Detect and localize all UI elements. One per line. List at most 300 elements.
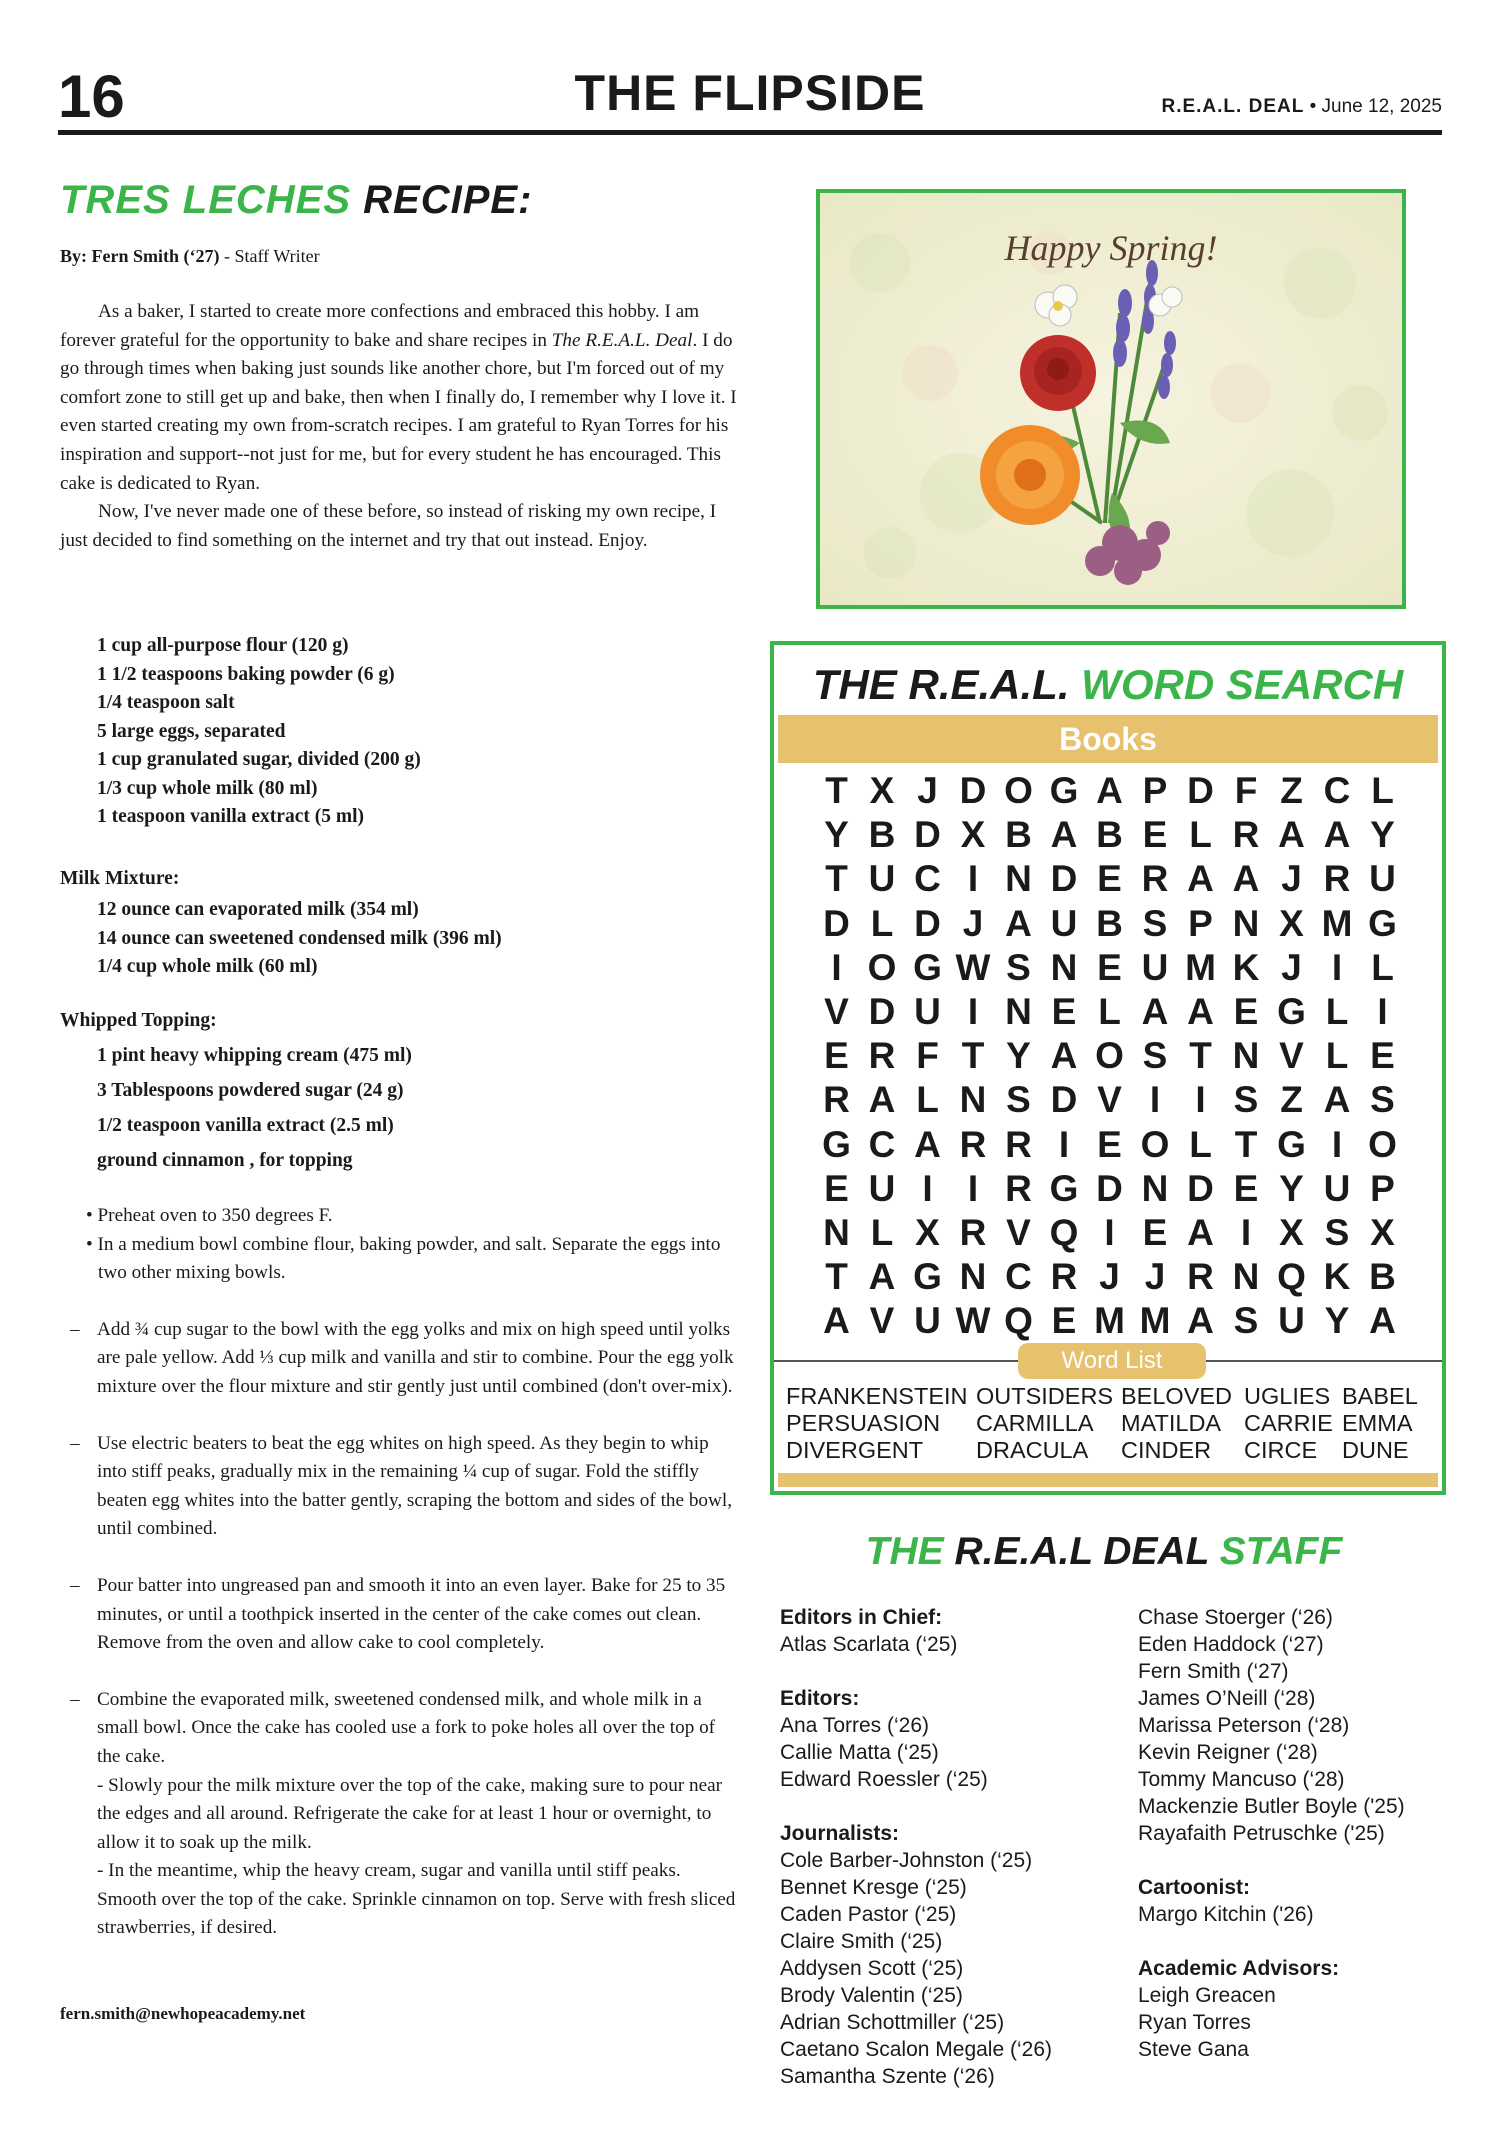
grid-letter: R <box>823 1079 850 1121</box>
ingredient: 12 ounce can evaporated milk (354 ml) <box>97 899 419 920</box>
grid-letter: U <box>1050 902 1078 944</box>
staff-member: Chase Stoerger (‘26) <box>1138 1606 1333 1629</box>
grid-letter: S <box>1370 1079 1395 1121</box>
grid-letter: G <box>913 1256 942 1298</box>
grid-letter: D <box>1050 1079 1078 1121</box>
publication-name: The R.E.A.L. Deal <box>551 329 693 351</box>
grid-row <box>814 1255 1405 1299</box>
grid-letter: I <box>1331 946 1343 988</box>
grid-letter: R <box>959 1211 987 1253</box>
word: OUTSIDERS <box>976 1383 1114 1409</box>
grid-letter: B <box>1005 814 1032 856</box>
grid-letter: L <box>1189 1123 1212 1165</box>
staff-member: Steve Gana <box>1138 2038 1249 2061</box>
step-text: Combine the evaporated milk, sweetened condensed milk, and whole milk in a small bowl. Once the cake has cooled use a fork to poke holes all over the top of the cake. <box>97 1688 716 1767</box>
author-email: fern.smith@newhopeacademy.net <box>60 2004 306 2023</box>
grid-letter: A <box>1187 1300 1214 1342</box>
grid-letter: U <box>1278 1300 1305 1342</box>
step-dash: – <box>70 1432 80 1454</box>
paper-name: R.E.A.L. DEAL <box>1161 96 1305 117</box>
grid-letter: T <box>1234 1123 1258 1165</box>
staff-member: Kevin Reigner (‘28) <box>1138 1741 1318 1764</box>
grid-letter: N <box>823 1211 850 1253</box>
grid-letter: E <box>1097 858 1122 900</box>
intro-text: . I do go through times when baking just sounds like another chore, but I'm forced out of my comfort zone to still get up and bake, then when I finally do, I remember why I love it. I even started creating my own from-scratch recipes. I am grateful to Ryan Torres for his inspiration and support--not just for me, but for every student he has encouraged. This cake is dedicated to Ryan. <box>60 329 737 494</box>
grid-letter: I <box>922 1167 933 1209</box>
grid-letter: L <box>870 1211 894 1253</box>
grid-letter: A <box>1369 1300 1396 1342</box>
grid-letter: N <box>1141 1167 1169 1209</box>
grid-letter: O <box>1004 770 1033 811</box>
grid-letter: U <box>914 990 941 1032</box>
staff-heading: Cartoonist: <box>1138 1876 1250 1899</box>
grid-letter: A <box>1323 814 1351 856</box>
grid-letter: G <box>822 1123 851 1165</box>
grid-letter: G <box>1049 1167 1079 1209</box>
grid-letter: I <box>1104 1211 1115 1253</box>
byline <box>60 246 320 267</box>
grid-letter: Y <box>1370 814 1395 856</box>
word: BELOVED <box>1121 1383 1233 1409</box>
word-search-theme: Books <box>778 715 1438 763</box>
milk-heading: Milk Mixture: <box>60 868 180 889</box>
word: FRANKENSTEIN <box>786 1383 968 1409</box>
grid-letter: D <box>823 902 850 944</box>
grid-letter: F <box>916 1035 939 1077</box>
staff-title-green: STAFF <box>1219 1530 1343 1573</box>
instruction-bullet: • Preheat oven to 350 degrees F. <box>86 1205 333 1226</box>
grid-letter: J <box>917 770 938 811</box>
grid-letter: C <box>914 858 941 900</box>
grid-letter: M <box>1185 946 1216 988</box>
grid-letter: E <box>824 1035 849 1077</box>
grid-letter: R <box>1050 1256 1078 1298</box>
grid-letter: E <box>1370 1035 1395 1077</box>
ingredient: 1 cup all-purpose flour (120 g) <box>97 635 349 656</box>
grid-letter: B <box>1096 814 1123 856</box>
page-number: 16 <box>58 63 125 130</box>
grid-letter: U <box>914 1300 941 1342</box>
grid-letter: N <box>1232 1256 1260 1298</box>
word: DIVERGENT <box>786 1437 924 1463</box>
grid-letter: M <box>1139 1300 1171 1342</box>
staff-member: Brody Valentin (‘25) <box>780 1984 963 2007</box>
grid-letter: E <box>1233 990 1259 1032</box>
grid-letter: G <box>913 946 942 988</box>
grid-letter: A <box>1005 902 1032 944</box>
grid-letter: P <box>1370 1167 1395 1209</box>
step-dash: – <box>70 1318 80 1340</box>
grid-letter: A <box>1187 990 1214 1032</box>
ingredient: 1 pint heavy whipping cream (475 ml) <box>97 1045 412 1066</box>
staff-heading: Academic Advisors: <box>1138 1957 1340 1980</box>
grid-letter: X <box>1279 1211 1304 1253</box>
staff-column-left <box>780 1604 1052 2090</box>
staff-title-black: R.E.A.L DEAL <box>943 1530 1220 1573</box>
grid-letter: L <box>1189 814 1212 856</box>
ingredient: 1/4 teaspoon salt <box>97 692 235 713</box>
staff-member: Tommy Mancuso (‘28) <box>1138 1768 1345 1791</box>
grid-letter: U <box>1369 858 1396 900</box>
grid-letter: V <box>1097 1079 1122 1121</box>
grid-letter: D <box>914 814 941 856</box>
ingredient: 1/4 cup whole milk (60 ml) <box>97 956 318 977</box>
grid-letter: I <box>1195 1079 1206 1121</box>
grid-letter: U <box>868 1167 896 1209</box>
grid-letter: Y <box>1324 1300 1350 1342</box>
word: BABEL <box>1342 1383 1418 1409</box>
staff-member: James O’Neill (‘28) <box>1138 1687 1316 1710</box>
grid-letter: O <box>1368 1123 1397 1165</box>
grid-letter: T <box>1189 1035 1212 1077</box>
grid-letter: B <box>1096 902 1123 944</box>
grid-letter: R <box>1005 1123 1032 1165</box>
staff-member: Eden Haddock (‘27) <box>1138 1633 1324 1656</box>
grid-letter: M <box>1094 1300 1125 1342</box>
grid-letter: R <box>868 1035 896 1077</box>
grid-letter: R <box>1323 858 1351 900</box>
grid-row <box>814 1078 1405 1122</box>
topping-list <box>97 1038 412 1178</box>
staff-member: Atlas Scarlata (‘25) <box>780 1633 958 1656</box>
staff-member: Claire Smith (‘25) <box>780 1930 943 1953</box>
step-text: Add ¾ cup sugar to the bowl with the egg yolks and mix on high speed until yolks are pale yellow. Add ⅓ cup milk and vanilla and stir to combine. Pour the egg yolk mixture over the flour mixture and stir gently just until combined (don't over-mix). <box>97 1318 734 1397</box>
grid-letter: F <box>1234 770 1258 811</box>
word: CARMILLA <box>976 1410 1094 1436</box>
recipe-title <box>60 178 532 223</box>
grid-letter: M <box>1321 902 1353 944</box>
instructions <box>60 1202 740 1943</box>
grid-letter: J <box>1144 1256 1166 1298</box>
grid-row <box>814 946 1405 990</box>
grid-row <box>814 1299 1405 1343</box>
intro-text: As a baker, I started to create more confections and embraced this hobby. I am forever grateful for the opportunity to bake and share recipes in <box>60 301 700 351</box>
grid-letter: E <box>1097 1123 1122 1165</box>
staff-member: Bennet Kresge (‘25) <box>780 1876 967 1899</box>
grid-letter: L <box>1098 990 1121 1032</box>
ingredient: 1 teaspoon vanilla extract (5 ml) <box>97 806 365 827</box>
grid-letter: E <box>1142 814 1168 856</box>
grid-letter: O <box>1095 1035 1124 1077</box>
grid-letter: W <box>955 1300 991 1342</box>
grid-letter: J <box>1099 1256 1120 1298</box>
grid-letter: R <box>1187 1256 1214 1298</box>
grid-letter: S <box>1324 1211 1350 1253</box>
step-text: Use electric beaters to beat the egg whites on high speed. As they begin to whip into stiff peaks, gradually mix in the remaining ¼ cup of sugar. Fold the stiffly beaten egg whites into the batter gently, scraping the bottom and sides of the bowl, until combined. <box>97 1432 732 1540</box>
grid-letter: L <box>1325 990 1349 1032</box>
spring-illustration <box>816 189 1406 609</box>
word-search-box <box>770 641 1446 1495</box>
grid-letter: O <box>867 946 897 988</box>
grid-letter: Y <box>1006 1035 1031 1077</box>
grid-letter: Q <box>1004 1300 1033 1342</box>
grid-letter: T <box>825 1256 848 1298</box>
grid-letter: D <box>1187 770 1214 811</box>
grid-letter: N <box>1005 858 1032 900</box>
instruction-step <box>60 1686 740 1772</box>
staff-member: Adrian Schottmiller (‘25) <box>780 2011 1005 2034</box>
instruction-step <box>60 1572 740 1658</box>
grid-letter: L <box>1325 1035 1349 1077</box>
grid-letter: A <box>1323 1079 1351 1121</box>
instruction-step <box>60 1430 740 1544</box>
staff-member: Ana Torres (‘26) <box>780 1714 930 1737</box>
staff-member: Addysen Scott (‘25) <box>780 1957 964 1980</box>
staff-member: Marissa Peterson (‘28) <box>1138 1714 1350 1737</box>
grid-row <box>814 990 1405 1034</box>
staff-heading: Journalists: <box>780 1822 900 1845</box>
instruction-step <box>60 1316 740 1402</box>
grid-letter: E <box>1051 990 1077 1032</box>
topping-heading: Whipped Topping: <box>60 1010 217 1031</box>
grid-letter: Z <box>1280 1079 1303 1121</box>
grid-letter: V <box>1006 1211 1031 1253</box>
word: CINDER <box>1121 1437 1212 1463</box>
grid-letter: G <box>1368 902 1397 944</box>
grid-row <box>814 857 1405 901</box>
instruction-bullet: • In a medium bowl combine flour, baking powder, and salt. Separate the eggs into two other mixing bowls. <box>86 1233 721 1284</box>
staff-title <box>770 1530 1438 1574</box>
staff-member: Leigh Greacen <box>1138 1984 1276 2007</box>
grid-row <box>814 1123 1405 1167</box>
grid-row <box>814 902 1405 946</box>
grid-letter: N <box>1232 1035 1260 1077</box>
grid-letter: I <box>1058 1123 1070 1165</box>
staff-member: Ryan Torres <box>1138 2011 1251 2034</box>
grid-letter: V <box>824 990 849 1032</box>
grid-letter: R <box>959 1123 987 1165</box>
grid-letter: X <box>915 1211 940 1253</box>
grid-row <box>814 813 1405 857</box>
grid-letter: N <box>1232 902 1260 944</box>
grid-letter: Y <box>1279 1167 1304 1209</box>
ingredient: 1/2 teaspoon vanilla extract (2.5 ml) <box>97 1115 394 1136</box>
grid-letter: Y <box>824 814 849 856</box>
byline-author: By: Fern Smith (‘27) <box>60 246 220 266</box>
final-note: - In the meantime, whip the heavy cream, sugar and vanilla until stiff peaks. Smooth over the top of the cake. Sprinkle cinnamon on top. Serve with fresh sliced strawberries, if desired. <box>97 1860 736 1939</box>
staff-member: Samantha Szente (‘26) <box>780 2065 995 2088</box>
intro-paragraph-2: Now, I've never made one of these before, so instead of risking my own recipe, I just decided to find something on the internet and try that out instead. Enjoy. <box>60 501 717 551</box>
grid-letter: P <box>1188 902 1213 944</box>
staff-heading: Editors in Chief: <box>780 1606 943 1629</box>
grid-letter: A <box>1187 1211 1214 1253</box>
staff-column-right <box>1138 1604 1405 2063</box>
word-list-column <box>1244 1383 1333 1464</box>
staff-member: Callie Matta (‘25) <box>780 1741 939 1764</box>
staff-member: Cole Barber-Johnston (‘25) <box>780 1849 1033 1872</box>
grid-letter: S <box>1142 902 1168 944</box>
grid-letter: A <box>1278 814 1305 856</box>
grid-letter: I <box>1377 990 1388 1032</box>
grid-letter: S <box>1006 1079 1031 1121</box>
ingredient: 3 Tablespoons powdered sugar (24 g) <box>97 1080 404 1101</box>
final-note: - Slowly pour the milk mixture over the top of the cake, making sure to pour near the edges and all around. Refrigerate the cake for at least 1 hour or overnight, to allow it to soak up the milk. <box>97 1774 723 1853</box>
grid-letter: Z <box>1280 770 1303 811</box>
staff-title-green: THE <box>865 1530 944 1573</box>
spring-caption: Happy Spring! <box>1004 228 1218 268</box>
staff-member: Rayafaith Petruschke ('25) <box>1138 1822 1385 1845</box>
grid-letter: G <box>1277 990 1306 1032</box>
grid-letter: L <box>1371 770 1394 811</box>
grid-letter: D <box>1096 1167 1123 1209</box>
ingredient: 5 large eggs, separated <box>97 720 286 742</box>
grid-letter: B <box>1369 1256 1396 1298</box>
step-dash: – <box>70 1688 80 1710</box>
grid-letter: E <box>1233 1167 1259 1209</box>
ingredient: 14 ounce can sweetened condensed milk (396 ml) <box>97 927 502 949</box>
grid-letter: J <box>962 902 984 944</box>
ingredient-list <box>97 632 421 832</box>
ingredient: 1 cup granulated sugar, divided (200 g) <box>97 749 421 770</box>
grid-letter: A <box>914 1123 941 1165</box>
grid-letter: K <box>1232 946 1260 988</box>
grid-letter: D <box>914 902 941 944</box>
grid-letter: S <box>1142 1035 1168 1077</box>
grid-letter: A <box>1050 1035 1078 1077</box>
ingredient: 1 1/2 teaspoons baking powder (6 g) <box>97 663 395 685</box>
grid-letter: I <box>831 946 842 988</box>
intro-paragraph-1 <box>60 298 740 498</box>
grid-letter: A <box>1096 770 1123 811</box>
grid-letter: X <box>869 770 895 811</box>
word: DUNE <box>1342 1437 1409 1463</box>
word-list-column <box>786 1383 968 1464</box>
recipe-title-rest: RECIPE: <box>351 178 533 222</box>
milk-list <box>97 896 502 982</box>
grid-letter: G <box>1277 1123 1306 1165</box>
grid-letter: T <box>961 1035 985 1077</box>
grid-letter: I <box>967 1167 979 1209</box>
word: CARRIE <box>1244 1410 1333 1436</box>
issue-date: June 12, 2025 <box>1321 96 1442 117</box>
grid-row <box>814 1034 1405 1078</box>
grid-letter: K <box>1323 1256 1351 1298</box>
grid-letter: N <box>959 1079 987 1121</box>
word: EMMA <box>1342 1410 1413 1436</box>
grid-letter: S <box>1233 1300 1259 1342</box>
header-rule <box>58 130 1442 135</box>
grid-letter: E <box>824 1167 849 1209</box>
grid-letter: U <box>868 858 896 900</box>
grid-letter: V <box>869 1300 895 1342</box>
grid-letter: Q <box>1277 1256 1306 1298</box>
grid-letter: T <box>825 770 848 811</box>
recipe-intro <box>60 298 740 555</box>
grid-row <box>814 1211 1405 1255</box>
grid-letter: C <box>868 1123 896 1165</box>
grid-letter: A <box>1187 858 1214 900</box>
staff-member: Edward Roessler (‘25) <box>780 1768 988 1791</box>
grid-letter: C <box>1323 770 1351 811</box>
grid-letter: B <box>868 814 896 856</box>
grid-letter: W <box>955 946 991 988</box>
masthead-separator: • <box>1304 96 1322 117</box>
grid-letter: I <box>1149 1079 1161 1121</box>
grid-letter: A <box>868 1256 896 1298</box>
grid-letter: R <box>1232 814 1260 856</box>
grid-letter: V <box>1279 1035 1304 1077</box>
grid-letter: I <box>967 858 979 900</box>
grid-letter: L <box>1371 946 1394 988</box>
grid-letter: E <box>1051 1300 1077 1342</box>
grid-letter: J <box>1281 858 1302 900</box>
recipe-title-green: TRES LECHES <box>60 178 352 222</box>
grid-letter: A <box>1050 814 1078 856</box>
grid-letter: I <box>967 990 979 1032</box>
grid-letter: R <box>1005 1167 1032 1209</box>
grid-letter: D <box>1187 1167 1214 1209</box>
grid-letter: I <box>1240 1211 1252 1253</box>
word: MATILDA <box>1121 1410 1222 1436</box>
grid-letter: E <box>1097 946 1122 988</box>
step-dash: – <box>70 1574 80 1596</box>
grid-letter: D <box>959 770 987 811</box>
word: DRACULA <box>976 1437 1089 1463</box>
word: CIRCE <box>1244 1437 1318 1463</box>
word-list-column <box>1342 1383 1418 1464</box>
grid-letter: D <box>1050 858 1078 900</box>
word-list-column <box>976 1383 1113 1464</box>
word-list-label: Word List <box>1018 1343 1206 1379</box>
grid-letter: L <box>916 1079 939 1121</box>
grid-letter: A <box>1232 858 1260 900</box>
grid-letter: J <box>1281 946 1302 988</box>
grid-row <box>814 769 1405 813</box>
letter-grid <box>814 769 1405 1343</box>
byline-role: - Staff Writer <box>219 246 320 266</box>
word: UGLIES <box>1244 1383 1331 1409</box>
staff-member: Mackenzie Butler Boyle ('25) <box>1138 1795 1405 1818</box>
staff-member: Caden Pastor (‘25) <box>780 1903 957 1926</box>
grid-letter: U <box>1323 1167 1351 1209</box>
grid-letter: L <box>870 902 894 944</box>
grid-letter: S <box>1233 1079 1259 1121</box>
grid-letter: N <box>959 1256 987 1298</box>
word: PERSUASION <box>786 1410 941 1436</box>
grid-letter: S <box>1006 946 1031 988</box>
grid-letter: T <box>825 858 848 900</box>
grid-letter: A <box>1141 990 1169 1032</box>
word-search-title-black: THE R.E.A.L. <box>812 661 1082 708</box>
step-text: Pour batter into ungreased pan and smooth it into an even layer. Bake for 25 to 35 minutes, or until a toothpick inserted in the center of the cake comes out clean. Remove from the oven and allow cake to cool completely. <box>97 1574 726 1654</box>
grid-letter: C <box>1005 1256 1032 1298</box>
section-title: THE FLIPSIDE <box>574 65 926 121</box>
grid-letter: U <box>1141 946 1169 988</box>
word-search-bottom-band <box>778 1473 1438 1487</box>
grid-letter: R <box>1141 858 1169 900</box>
grid-letter: I <box>1331 1123 1343 1165</box>
grid-letter: O <box>1140 1123 1170 1165</box>
word-search-title-green: WORD SEARCH <box>1081 661 1404 708</box>
masthead <box>1161 96 1442 118</box>
grid-letter: A <box>868 1079 896 1121</box>
word-list-column <box>1121 1383 1232 1464</box>
grid-letter: P <box>1142 770 1168 811</box>
grid-letter: A <box>823 1300 850 1342</box>
ingredient: ground cinnamon , for topping <box>97 1150 353 1171</box>
grid-letter: E <box>1142 1211 1168 1253</box>
grid-letter: D <box>868 990 896 1032</box>
grid-letter: Q <box>1049 1211 1079 1253</box>
ingredient: 1/3 cup whole milk (80 ml) <box>97 777 318 799</box>
grid-letter: X <box>1279 902 1304 944</box>
grid-letter: G <box>1049 770 1079 811</box>
grid-row <box>814 1167 1405 1211</box>
staff-member: Caetano Scalon Megale (‘26) <box>780 2038 1052 2061</box>
staff-member: Margo Kitchin ('26) <box>1138 1903 1314 1926</box>
word-search-title <box>774 661 1442 709</box>
staff-heading: Editors: <box>780 1687 860 1710</box>
